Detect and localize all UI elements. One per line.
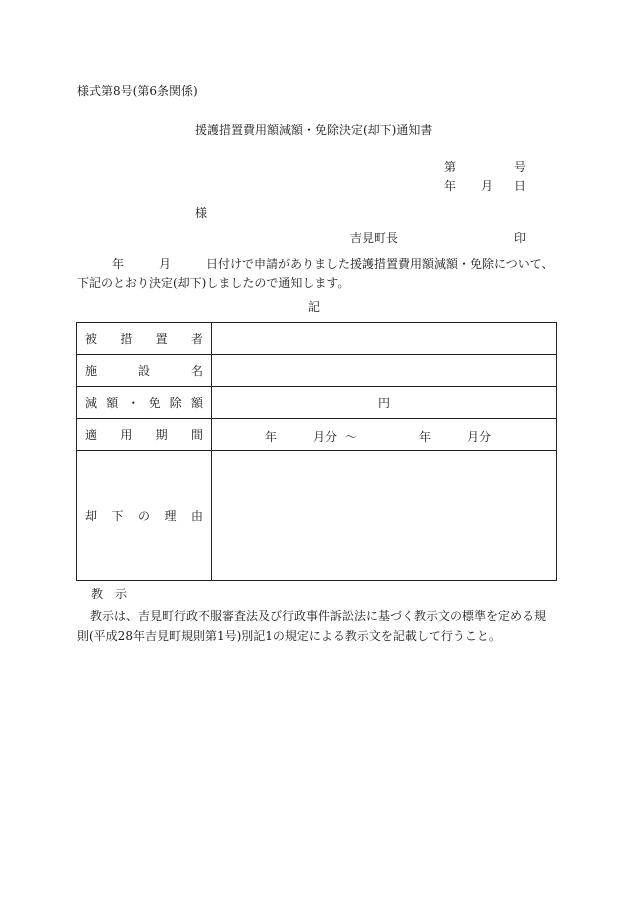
- table-row: [77, 419, 557, 451]
- value-amount[interactable]: [212, 387, 557, 419]
- label-char: 被: [85, 332, 98, 346]
- period-start-month: 月分: [313, 430, 338, 444]
- date-year: 年: [444, 179, 457, 193]
- label-char: 用: [120, 428, 133, 442]
- period-tilde: 〜: [345, 430, 358, 444]
- label-char: の: [137, 509, 150, 523]
- body-year: 年: [112, 257, 125, 271]
- table-row: [77, 323, 557, 355]
- label-char: 却: [85, 509, 98, 523]
- ki-heading: 記: [308, 300, 321, 314]
- label-char: 措: [120, 332, 133, 346]
- notice-line-1: 教示は、吉見町行政不服審査法及び行政事件訴訟法に基づく教示文の標準を定める規: [90, 609, 547, 623]
- label-amount: [77, 387, 212, 419]
- value-facility[interactable]: [212, 355, 557, 387]
- notice-line-2: 則(平成28年吉見町規則第1号)別記1の規定による教示文を記載して行うこと。: [77, 629, 501, 643]
- label-facility: [77, 355, 212, 387]
- yen-unit: 円: [377, 396, 390, 410]
- label-char: 由: [190, 509, 203, 523]
- addressee: 様: [195, 206, 208, 220]
- notice-heading: 教 示: [91, 587, 128, 601]
- table-row: [77, 355, 557, 387]
- label-char: ・: [127, 396, 140, 410]
- label-period: [77, 419, 212, 451]
- label-subject: [77, 323, 212, 355]
- table-row: [77, 451, 557, 581]
- label-char: 名: [190, 364, 203, 378]
- period-start-year: 年: [265, 430, 278, 444]
- body-month: 月: [159, 257, 172, 271]
- details-table: [76, 322, 557, 581]
- label-char: 理: [164, 509, 177, 523]
- label-char: 免: [148, 396, 161, 410]
- document-title: 援護措置費用額減額・免除決定(却下)通知書: [195, 123, 433, 137]
- value-period[interactable]: [212, 419, 557, 451]
- label-char: 減: [85, 396, 98, 410]
- label-char: 額: [106, 396, 119, 410]
- label-char: 適: [85, 428, 98, 442]
- label-char: 置: [155, 332, 168, 346]
- body-text: 日付けで申請がありました援護措置費用額減額・免除について、下記のとおり決定(却下)しましたので通知します。: [77, 257, 554, 290]
- label-char: 下: [111, 509, 124, 523]
- label-char: 間: [190, 428, 203, 442]
- label-char: 額: [190, 396, 203, 410]
- number-suffix: 号: [514, 160, 527, 174]
- period-end-month: 月分: [467, 430, 492, 444]
- date-month: 月: [481, 179, 494, 193]
- value-subject[interactable]: [212, 323, 557, 355]
- seal-mark: 印: [514, 231, 527, 245]
- value-reason[interactable]: [212, 451, 557, 581]
- label-char: 者: [190, 332, 203, 346]
- number-prefix: 第: [444, 160, 457, 174]
- sender-name: 吉見町長: [350, 231, 399, 245]
- label-reason: [77, 451, 212, 581]
- label-char: 除: [169, 396, 182, 410]
- date-day: 日: [514, 179, 527, 193]
- table-row: [77, 387, 557, 419]
- label-char: 期: [155, 428, 168, 442]
- form-number: 様式第8号(第6条関係): [77, 84, 198, 98]
- notice-text: [77, 606, 553, 646]
- period-end-year: 年: [419, 430, 432, 444]
- label-char: 施: [85, 364, 98, 378]
- body-paragraph: [77, 255, 555, 293]
- label-char: 設: [137, 364, 150, 378]
